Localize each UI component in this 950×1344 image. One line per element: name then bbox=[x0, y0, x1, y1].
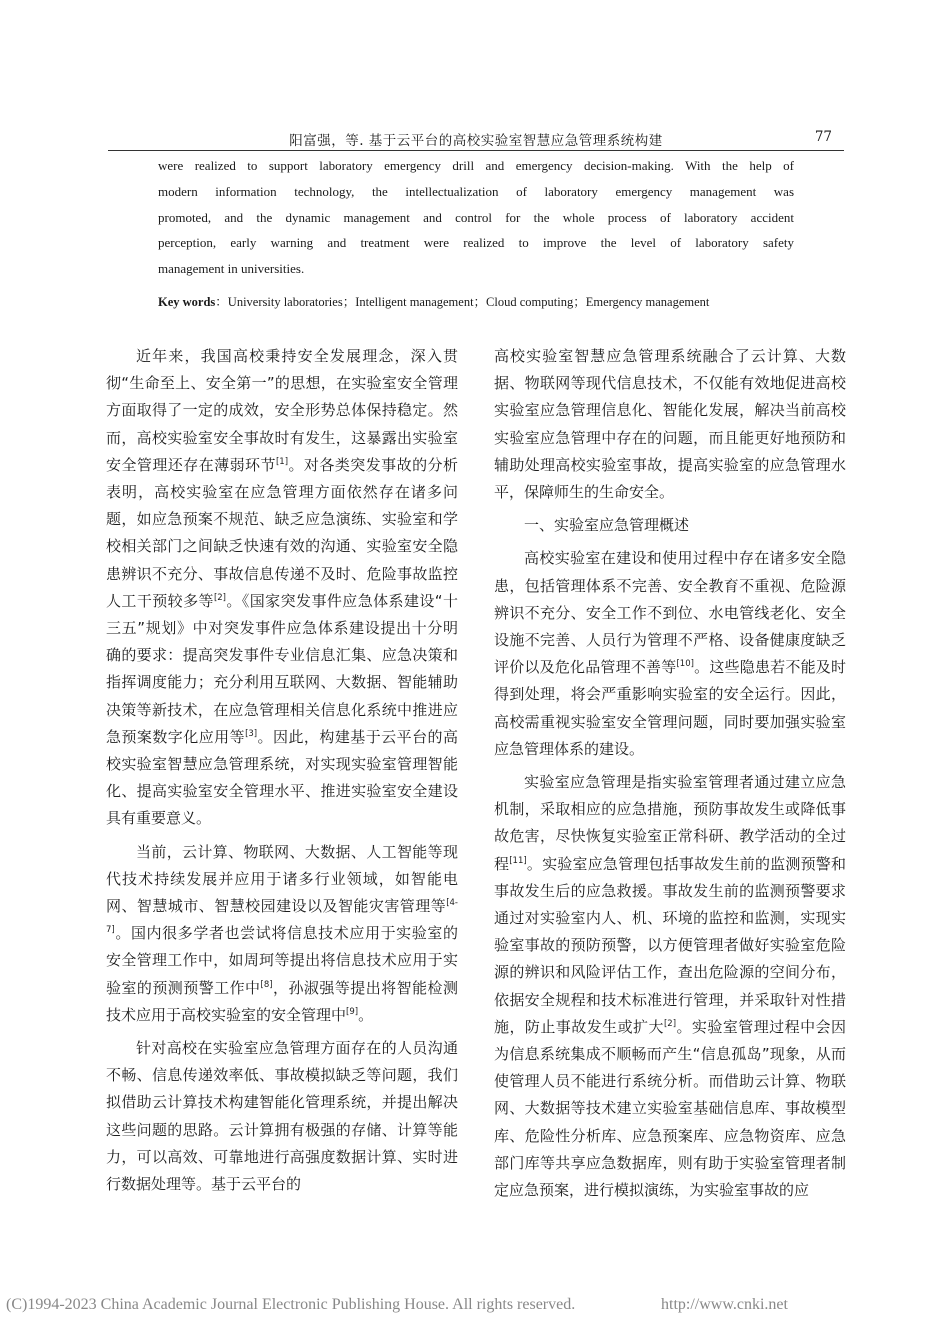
page-number: 77 bbox=[814, 129, 832, 145]
text-run: ，孙淑强等提出将智能检测技术应用于高校实验室的安全管理中 bbox=[106, 978, 458, 1024]
body-paragraph bbox=[494, 769, 846, 1204]
running-title: 阳富强，等. 基于云平台的高校实验室智慧应急管理系统构建 bbox=[289, 133, 663, 149]
text-run: 。《国家突发事件应急体系建设“十三五”规划》中对突发事件应急体系建设提出十分明确的要求：提高突发事件专业信息汇集、应急决策和指挥调度能力；充分利用互联网、大数据、智能辅助决策等新技术，在应急管理相关信息化系统中推进应急预案数字化应用等 bbox=[106, 591, 458, 746]
text-run: 。对各类突发事故的分析表明，高校实验室在应急管理方面依然存在诸多问题，如应急预案不规范、缺乏应急演练、实验室和学校相关部门之间缺乏快速有效的沟通、实验室安全隐患辨识不充分、事故信息传递不及时、危险事故监控人工干预较多等 bbox=[106, 455, 458, 610]
body-paragraph: 针对高校在实验室应急管理方面存在的人员沟通不畅、信息传递效率低、事故模拟缺乏等问题，我们拟借助云计算技术构建智能化管理系统，并提出解决这些问题的思路。云计算拥有极强的存储、计算等能力，可以高效、可靠地进行高强度数据计算、实时进行数据处理等。基于云平台的 bbox=[106, 1039, 458, 1194]
copyright-notice: (C)1994-2023 China Academic Journal Electronic Publishing House. All rights reserved. bbox=[6, 1296, 576, 1313]
citation: [8] bbox=[260, 979, 273, 990]
citation: [11] bbox=[509, 855, 527, 866]
abstract-line: management in universities. bbox=[158, 261, 305, 277]
text-run: 。 bbox=[358, 1005, 374, 1024]
citation: [1] bbox=[275, 456, 289, 467]
right-column bbox=[494, 343, 846, 1210]
citation: [4-7] bbox=[106, 898, 458, 936]
keywords bbox=[158, 290, 794, 316]
keywords-list: ：University laboratories；Intelligent management；Cloud computing；Emergency management bbox=[215, 294, 710, 309]
citation: [9] bbox=[346, 1006, 359, 1017]
left-column bbox=[106, 343, 458, 1204]
text-run: 。这些隐患若不能及时得到处理，将会严重影响实验室的安全运行。因此，高校需重视实验室安全管理问题，同时要加强实验室应急管理体系的建设。 bbox=[494, 658, 846, 758]
text-run: 实验室应急管理是指实验室管理者通过建立应急机制，采取相应的应急措施，预防事故发生或降低事故危害，尽快恢复实验室正常科研、教学活动的全过程 bbox=[494, 773, 846, 873]
text-run: 当前，云计算、物联网、大数据、人工智能等现代技术持续发展并应用于诸多行业领域，如智能电网、智慧城市、智慧校园建设以及智能灾害管理等 bbox=[106, 842, 458, 916]
english-abstract bbox=[158, 153, 794, 316]
footer-url: http://www.cnki.net bbox=[661, 1296, 788, 1313]
citation: [3] bbox=[245, 728, 258, 739]
citation: [2] bbox=[213, 592, 226, 603]
running-header bbox=[108, 128, 844, 151]
text-run: 高校实验室在建设和使用过程中存在诸多安全隐患，包括管理体系不完善、安全教育不重视、危险源辨识不充分、安全工作不到位、水电管线老化、安全设施不完善、人员行为管理不严格、设备健康度缺乏评价以及危化品管理不善等 bbox=[494, 549, 846, 677]
abstract-line: modern information technology, the intellectualization of laboratory emergency management was bbox=[158, 183, 794, 199]
keywords-label: Key words bbox=[158, 294, 216, 309]
abstract-line: perception, early warning and treatment were realized to improve the level of laboratory safety bbox=[158, 235, 794, 251]
abstract-line: promoted, and the dynamic management and control for the whole process of laboratory accident bbox=[158, 209, 794, 225]
section-heading: 一、实验室应急管理概述 bbox=[524, 516, 690, 535]
text-run: 。实验室管理过程中会因为信息系统集成不顺畅而产生“信息孤岛”现象，从而使管理人员不能进行系统分析。而借助云计算、物联网、大数据等技术建立实验室基础信息库、事故模型库、危险性分析库、应急预案库、应急物资库、应急部门库等共享应急数据库，则有助于实验室管理者制定应急预案，进行模拟演练，为实验室事故的应 bbox=[494, 1017, 846, 1200]
body-paragraph bbox=[106, 343, 458, 833]
body-paragraph bbox=[106, 839, 458, 1029]
footer bbox=[6, 1296, 796, 1314]
citation: [10] bbox=[676, 659, 694, 670]
body-paragraph: 高校实验室智慧应急管理系统融合了云计算、大数据、物联网等现代信息技术，不仅能有效地促进高校实验室应急管理信息化、智能化发展，解决当前高校实验室应急管理中存在的问题，而且能更好地预防和辅助处理高校实验室事故，提高实验室的应急管理水平，保障师生的生命安全。 bbox=[494, 347, 846, 502]
text-run: 。实验室应急管理包括事故发生前的监测预警和事故发生后的应急救援。事故发生前的监测预警要求通过对实验室内人、机、环境的监控和监测，实现实验室事故的预防预警，以方便管理者做好实验室危险源的辨识和风险评估工作，查出危险源的空间分布，依据安全规程和技术标准进行管理，并采取针对性措施，防止事故发生或扩大 bbox=[494, 854, 846, 1036]
abstract-line: were realized to support laboratory emergency drill and emergency decision-making. With the help of bbox=[158, 158, 794, 173]
text-run: 。因此，构建基于云平台的高校实验室智慧应急管理系统，对实现实验室管理智能化、提高实验室安全管理水平、推进实验室安全建设具有重要意义。 bbox=[106, 727, 458, 828]
text-run: 。国内很多学者也尝试将信息技术应用于实验室的安全管理工作中，如周珂等提出将信息技术应用于实验室的预测预警工作中 bbox=[106, 924, 458, 997]
body-paragraph bbox=[494, 545, 846, 763]
text-run: 近年来，我国高校秉持安全发展理念，深入贯彻“生命至上、安全第一”的思想，在实验室安全管理方面取得了一定的成效，安全形势总体保持稳定。然而，高校实验室安全事故时有发生，这暴露出实验室安全管理还存在薄弱环节 bbox=[106, 347, 458, 474]
citation: [2] bbox=[663, 1018, 677, 1029]
